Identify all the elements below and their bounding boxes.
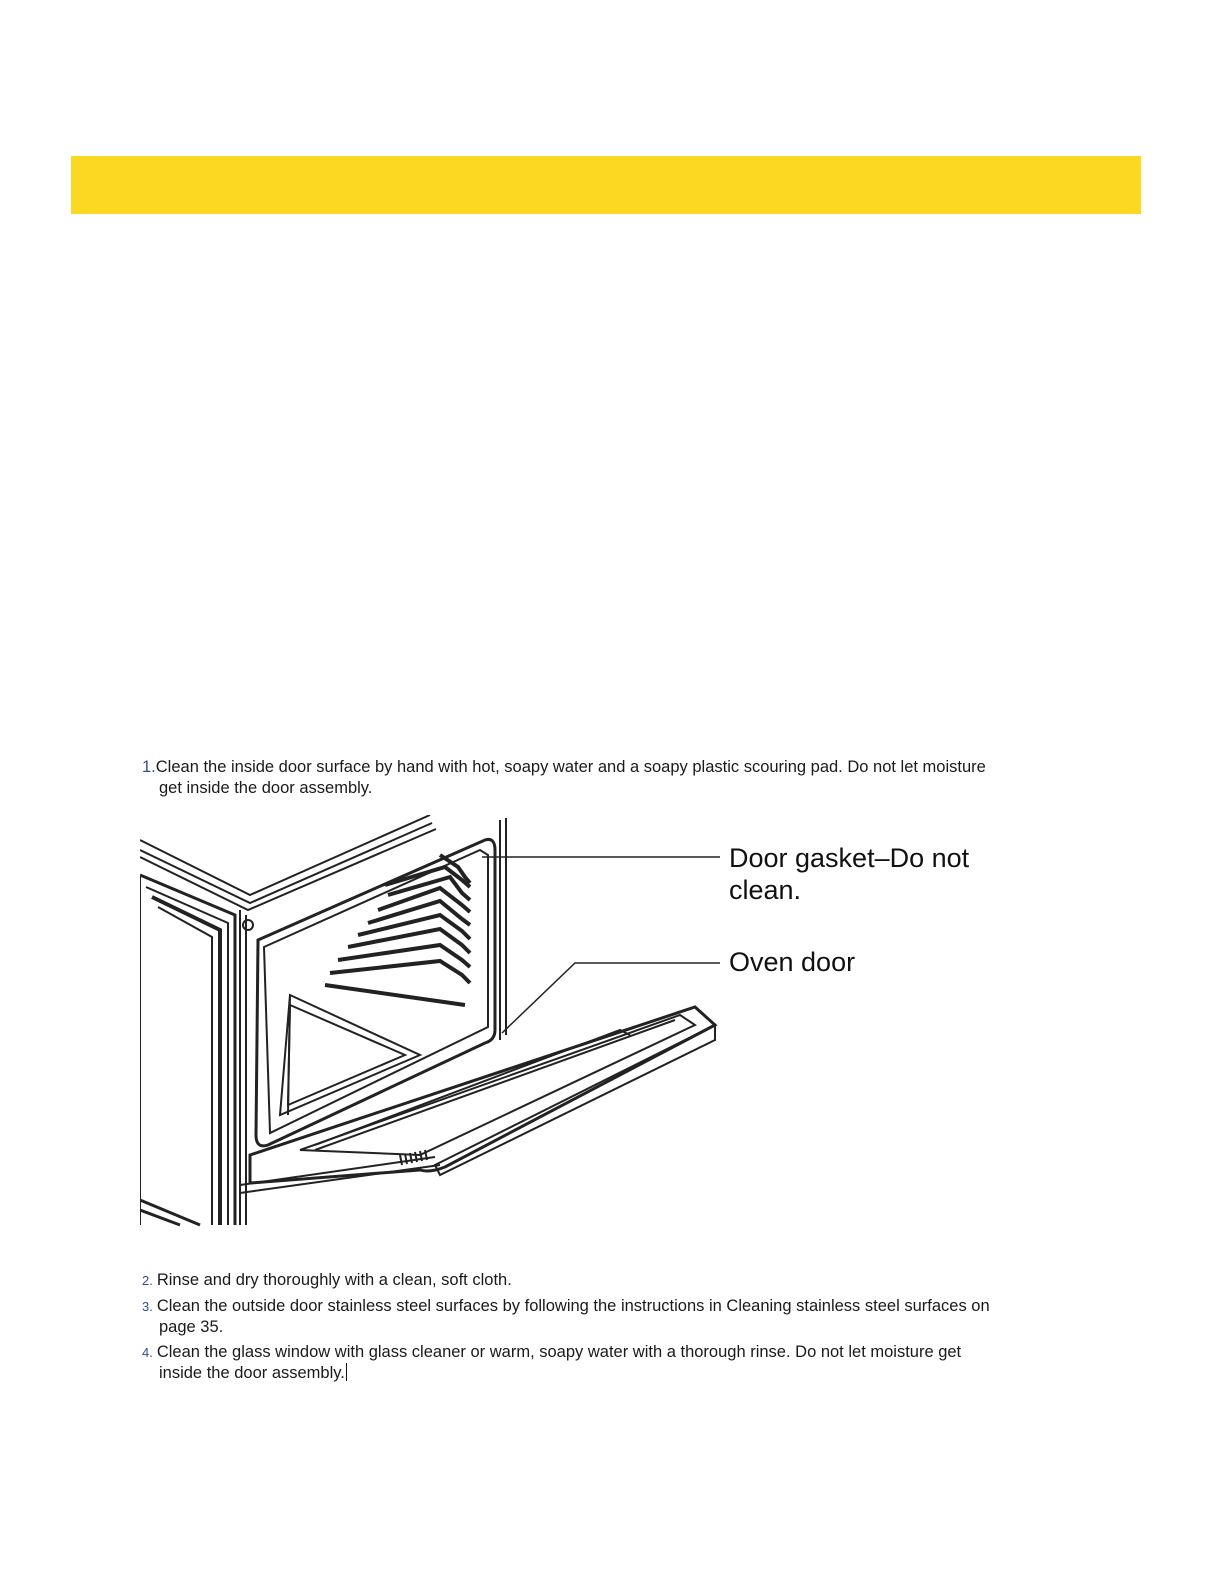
- step-3-text: Clean the outside door stainless steel surfaces by following the instructions in Cleaning stainless steel surfaces on: [156, 1297, 990, 1315]
- step-2: [142, 1270, 1082, 1291]
- step-4: [142, 1342, 1082, 1384]
- step-3: [142, 1296, 1082, 1338]
- section-header-bar: [71, 156, 1141, 214]
- callout-door-gasket: [729, 842, 1029, 906]
- callout-oven-door: Oven door: [729, 947, 856, 977]
- step-2-text: Rinse and dry thoroughly with a clean, soft cloth.: [156, 1271, 512, 1289]
- step-1-text-continued: get inside the door assembly.: [159, 779, 373, 797]
- text-cursor: [346, 1363, 347, 1381]
- oven-door-illustration: [140, 815, 720, 1235]
- step-3-number: 3.: [142, 1299, 153, 1314]
- step-3-text-continued: page 35.: [159, 1318, 224, 1336]
- step-4-number: 4.: [142, 1345, 153, 1360]
- step-1-number: 1.: [142, 758, 156, 776]
- step-1-text: Clean the inside door surface by hand with hot, soapy water and a soapy plastic scouring pad. Do not let moisture: [155, 758, 986, 776]
- step-4-text-continued: inside the door assembly.: [159, 1364, 345, 1382]
- step-4-text: Clean the glass window with glass cleaner or warm, soapy water with a thorough rinse. Do not let moisture get: [156, 1343, 962, 1361]
- callout-gasket-line1: Door gasket–Do not: [729, 843, 970, 873]
- step-1: [142, 757, 1082, 799]
- callout-gasket-line2: clean.: [729, 875, 802, 905]
- step-2-number: 2.: [142, 1273, 153, 1288]
